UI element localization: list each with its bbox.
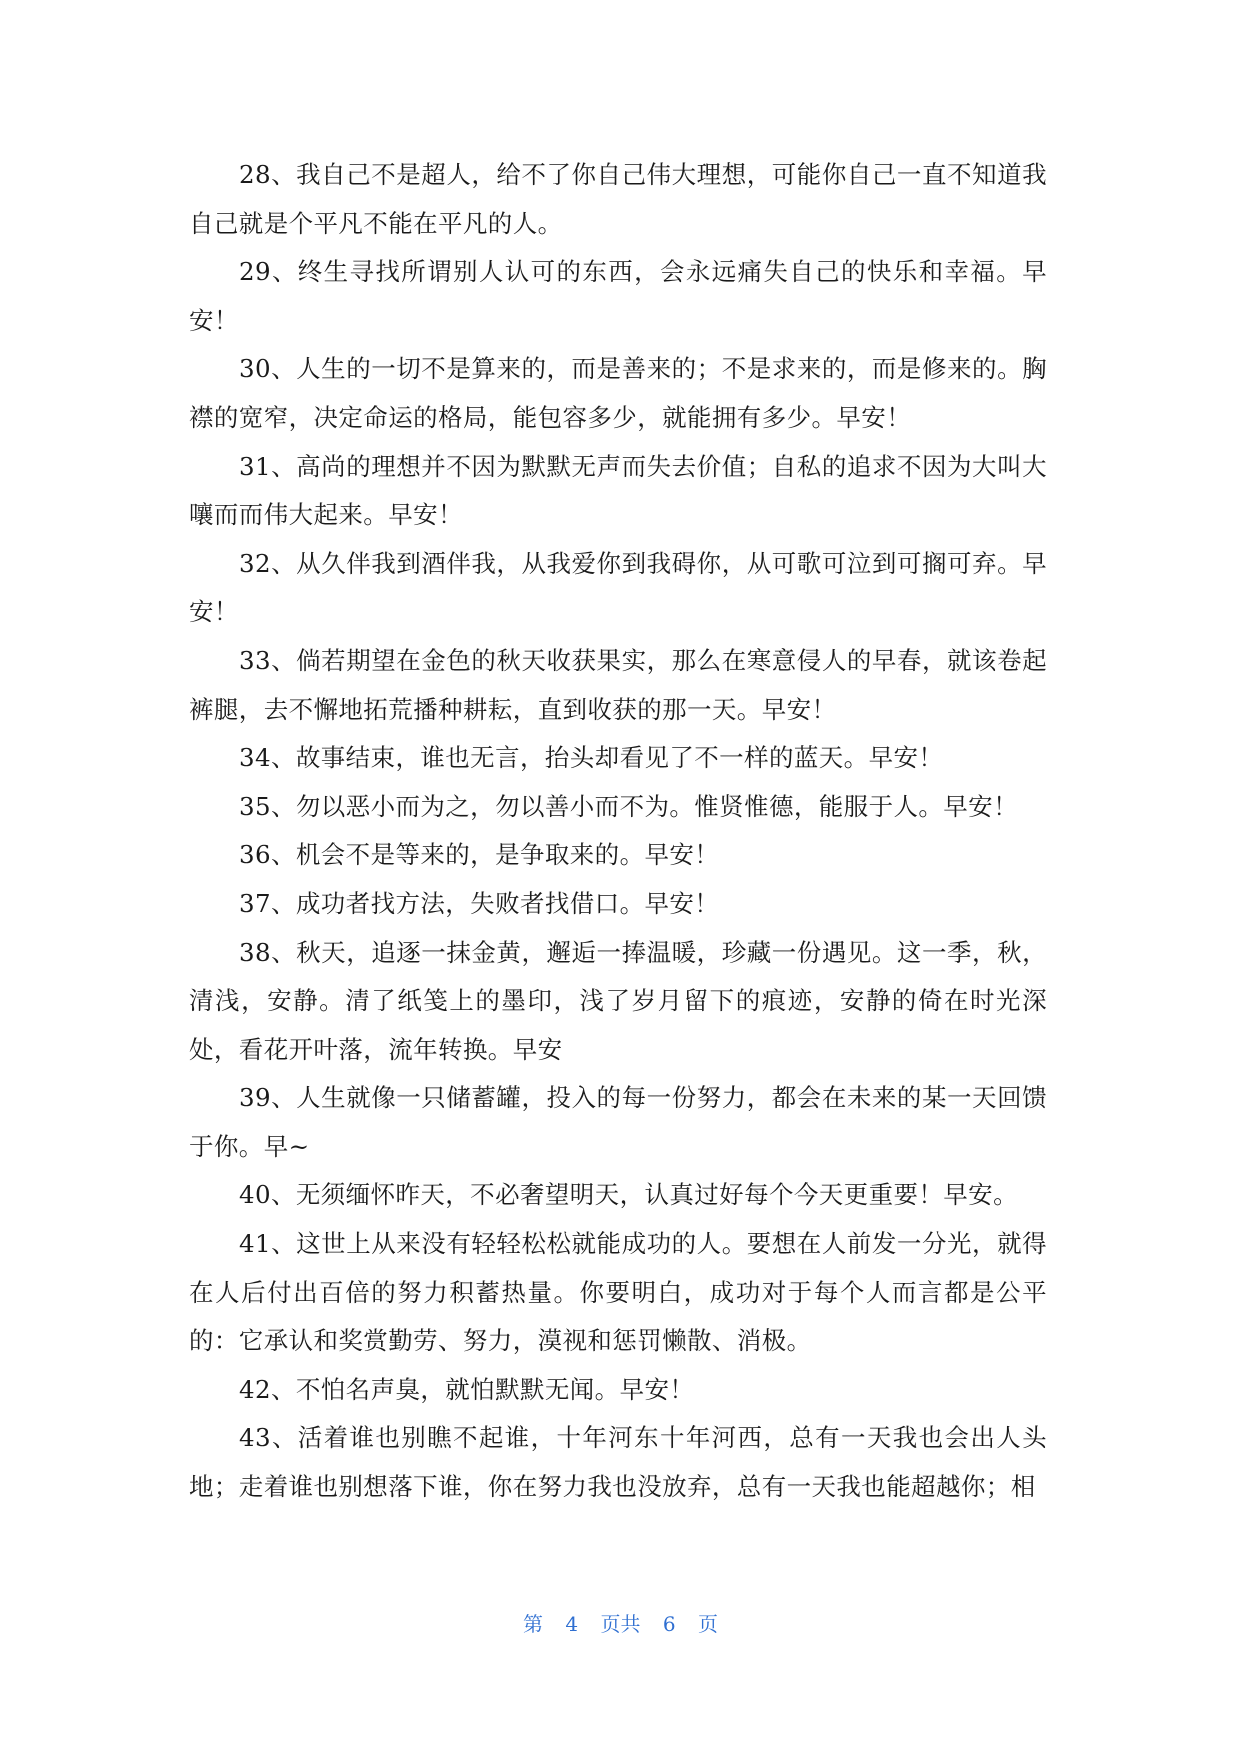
paragraph-28: 28、我自己不是超人，给不了你自己伟大理想，可能你自己一直不知道我自己就是个平凡不能在平凡的人。 (189, 160, 1047, 238)
footer-prefix: 第 (523, 1612, 544, 1636)
paragraph-39: 39、人生就像一只储蓄罐，投入的每一份努力，都会在未来的某一天回馈于你。早~ (189, 1083, 1047, 1161)
footer-suffix: 页 (697, 1612, 718, 1636)
paragraph-38: 38、秋天，追逐一抹金黄，邂逅一捧温暖，珍藏一份遇见。这一季，秋，清浅，安静。清了纸笺上的墨印，浅了岁月留下的痕迹，安静的倚在时光深处，看花开叶落，流年转换。早安 (189, 937, 1047, 1064)
paragraph-35: 35、勿以恶小而为之，勿以善小而不为。惟贤惟德，能服于人。早安！ (239, 791, 1018, 821)
paragraph-30: 30、人生的一切不是算来的，而是善来的；不是求来的，而是修来的。胸襟的宽窄，决定命运的格局，能包容多少，就能拥有多少。早安！ (189, 354, 1047, 432)
document-body (189, 151, 1047, 1512)
paragraph-41: 41、这世上从来没有轻轻松松就能成功的人。要想在人前发一分光，就得在人后付出百倍的努力积蓄热量。你要明白，成功对于每个人而言都是公平的：它承认和奖赏勤劳、努力，漠视和惩罚懒散、消极。 (189, 1229, 1047, 1356)
paragraph-43: 43、活着谁也别瞧不起谁，十年河东十年河西，总有一天我也会出人头地；走着谁也别想落下谁，你在努力我也没放弃，总有一天我也能超越你；相 (189, 1423, 1047, 1502)
paragraph-42: 42、不怕名声臭，就怕默默无闻。早安！ (239, 1374, 695, 1404)
paragraph-29: 29、终生寻找所谓别人认可的东西，会永远痛失自己的快乐和幸福。早安！ (189, 257, 1047, 335)
paragraph-36: 36、机会不是等来的，是争取来的。早安！ (239, 840, 720, 870)
paragraph-32: 32、从久伴我到酒伴我，从我爱你到我碍你，从可歌可泣到可搁可弃。早安！ (189, 548, 1047, 627)
paragraph-31: 31、高尚的理想并不因为默默无声而失去价值；自私的追求不因为大叫大嚷而而伟大起来。早安！ (189, 451, 1047, 530)
paragraph-37: 37、成功者找方法，失败者找借口。早安！ (239, 888, 720, 918)
page-footer (0, 1608, 1241, 1637)
paragraph-33: 33、倘若期望在金色的秋天收获果实，那么在寒意侵人的早春，就该卷起裤腿，去不懈地拓荒播种耕耘，直到收获的那一天。早安！ (189, 645, 1047, 724)
footer-current-page: 4 (565, 1612, 579, 1636)
footer-middle: 页共 (600, 1612, 641, 1636)
paragraph-40: 40、无须缅怀昨天，不必奢望明天，认真过好每个今天更重要！早安。 (239, 1180, 1018, 1210)
paragraph-34: 34、故事结束，谁也无言，抬头却看见了不一样的蓝天。早安！ (239, 743, 944, 773)
footer-total-pages: 6 (662, 1612, 676, 1636)
